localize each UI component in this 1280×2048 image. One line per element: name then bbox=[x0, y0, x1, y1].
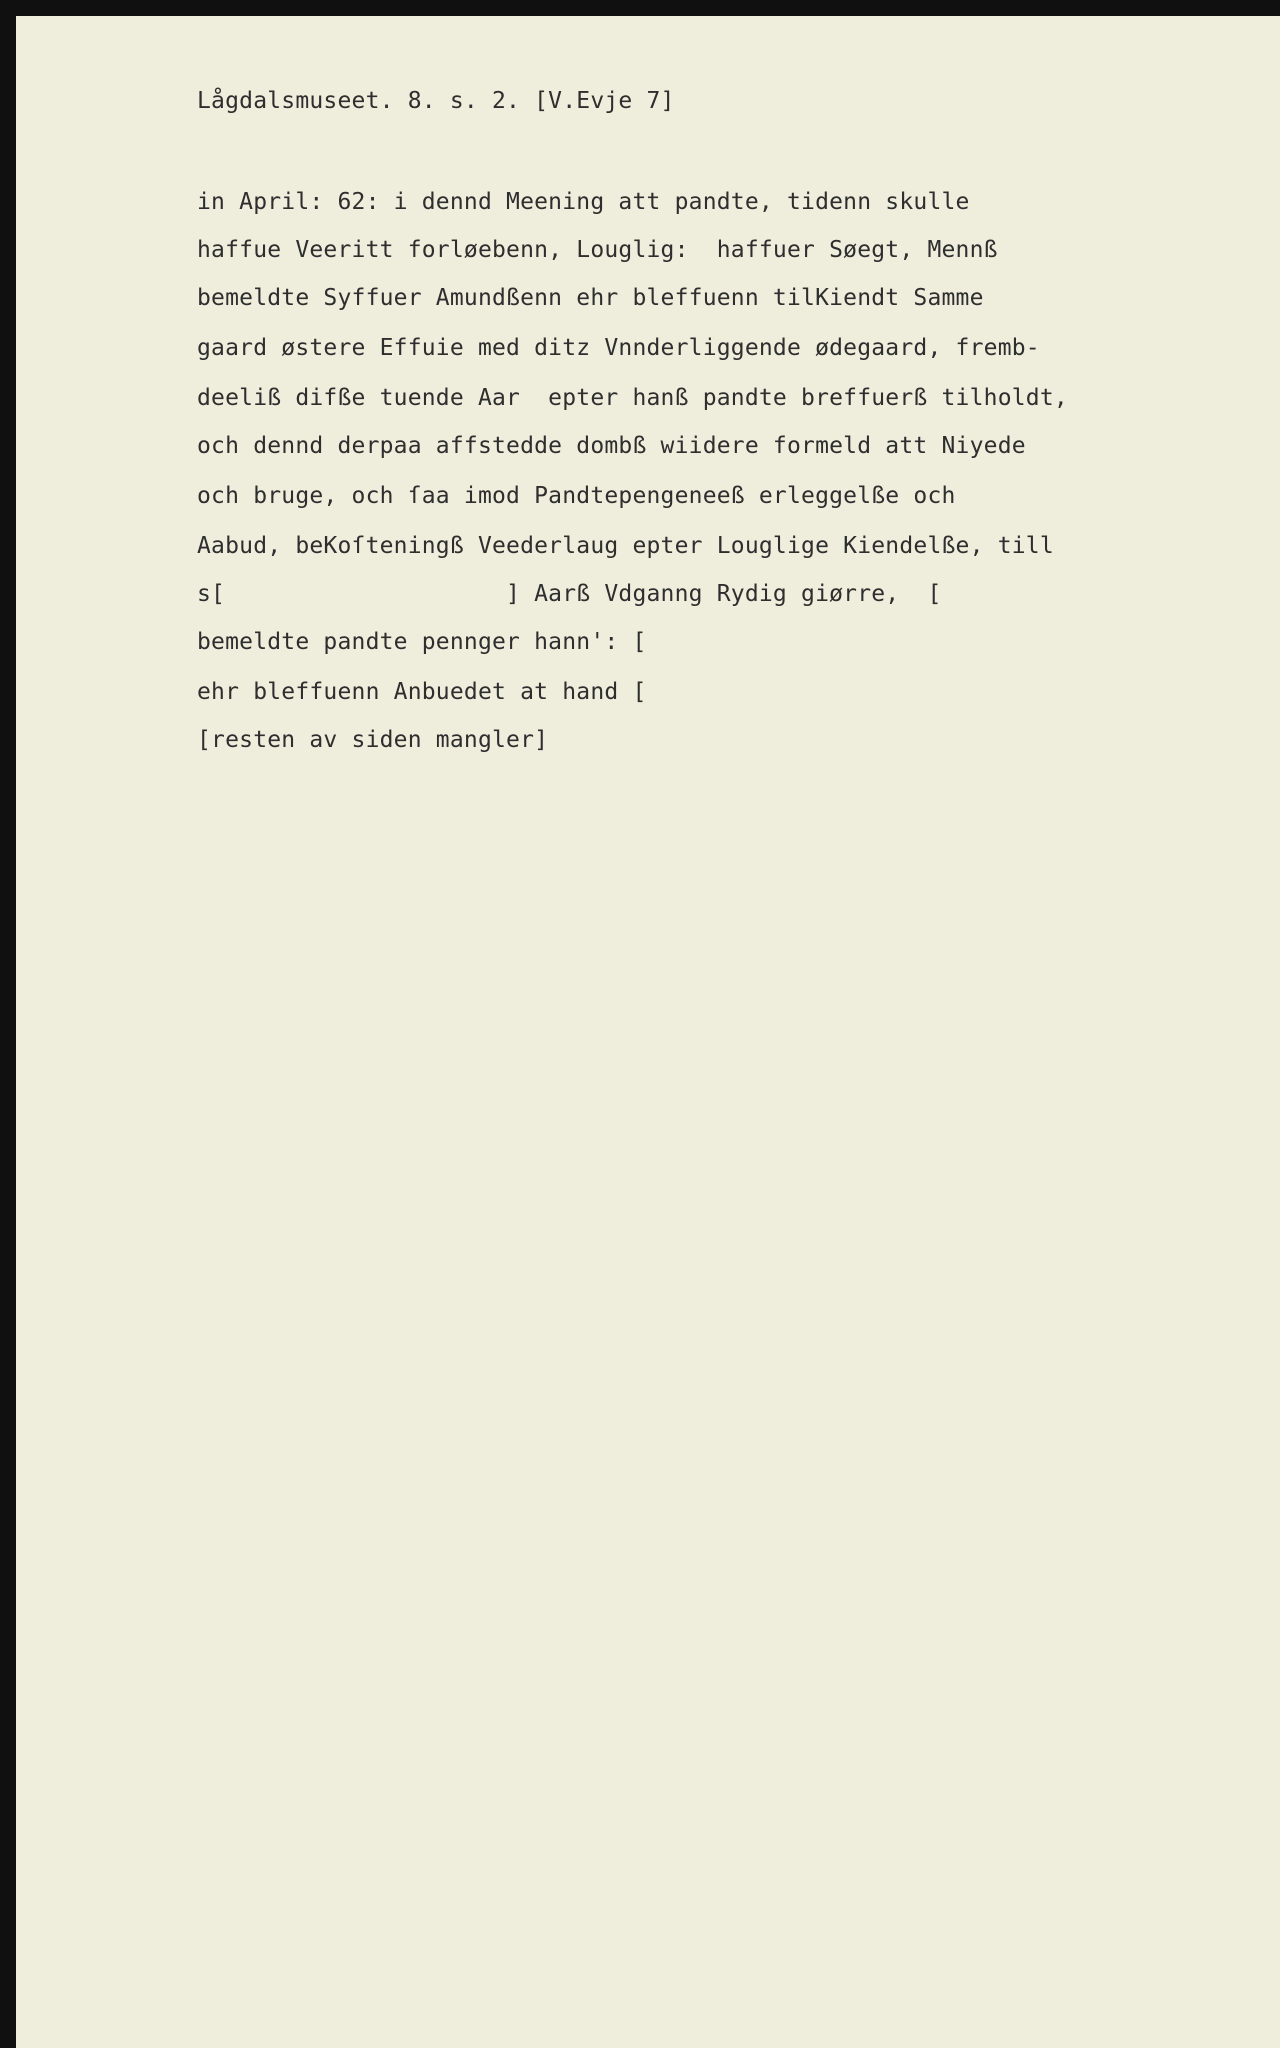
document-missing-note: [resten av siden mangler] bbox=[197, 727, 549, 753]
document-line: Aabud, beKoſteningß Veederlaug epter Louglige Kiendelße, till bbox=[197, 533, 1054, 559]
document-header: Lågdalsmuseet. 8. s. 2. [V.Evje 7] bbox=[197, 88, 675, 114]
document-line: s[ ] Aarß Vdganng Rydig giørre, [ bbox=[197, 581, 942, 607]
document-line: haffue Veeritt forløebenn, Louglig: haffuer Søegt, Mennß bbox=[197, 237, 998, 263]
document-line: och bruge, och ſaa imod Pandtepengeneeß erleggelße och bbox=[197, 483, 956, 509]
document-line: och dennd derpaa affstedde dombß wiidere formeld att Niyede bbox=[197, 433, 1026, 459]
document-line: bemeldte pandte pennger hann': [ bbox=[197, 629, 647, 655]
document-line: gaard østere Effuie med ditz Vnnderliggende ødegaard, fremb- bbox=[197, 335, 1040, 361]
document-line: ehr bleffuenn Anbuedet at hand [ bbox=[197, 679, 647, 705]
document-line: deeliß difße tuende Aar epter hanß pandte breffuerß tilholdt, bbox=[197, 385, 1068, 411]
document-page bbox=[16, 16, 1280, 2048]
document-line: bemeldte Syffuer Amundßenn ehr bleffuenn tilKiendt Samme bbox=[197, 285, 984, 311]
document-line: in April: 62: i dennd Meening att pandte, tidenn skulle bbox=[197, 189, 970, 215]
